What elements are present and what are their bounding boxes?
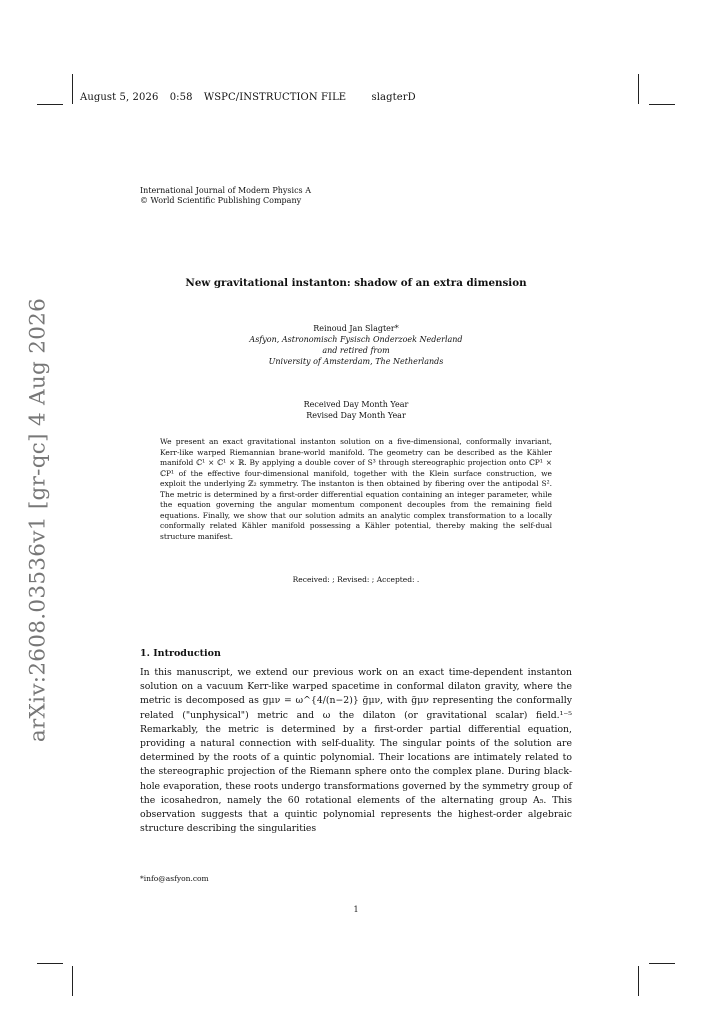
section-heading: 1. Introduction (140, 648, 221, 659)
crop-mark-top-right-h (649, 104, 675, 105)
paper-title: New gravitational instanton: shadow of an extra dimension (185, 277, 527, 289)
running-head-file: WSPC/INSTRUCTION FILE (203, 92, 347, 103)
author-affiliation-1: Asfyon, Astronomisch Fysisch Onderzoek Nederland (249, 335, 463, 344)
crop-mark-top-left-v (72, 74, 73, 104)
abstract-dates: Received: ; Revised: ; Accepted: . (292, 575, 420, 584)
crop-mark-bottom-right-h (649, 963, 675, 964)
crop-mark-bottom-left-h (37, 963, 63, 964)
section-body: In this manuscript, we extend our previous work on an exact time-dependent instanton solution on a vacuum Kerr-like warped spacetime in conformal dilaton gravity, where the metric is decomposed as gμν = ω^{4/(n−2)} g̃μν, with g̃μν representing the conformally related ("unphysical") metric and ω the dilaton (or gravitational scalar) field.¹⁻⁵ Remarkably, the metric is determined by a first-order partial differential equation, providing a natural connection with self-duality. The singular points of the solution are determined by the roots of a quintic polynomial. Their locations are intimately related to the stereographic projection of the Riemann sphere onto the complex plane. During black-hole evaporation, these roots undergo transformations governed by the symmetry group of the icosahedron, namely the 60 rotational elements of the alternating group A₅. This observation suggests that a quintic polynomial represents the highest-order algebraic structure describing the singularities (140, 667, 572, 835)
received-block (0, 399, 712, 421)
received-line: Received Day Month Year (303, 400, 409, 409)
revised-line: Revised Day Month Year (306, 411, 406, 420)
author-block (0, 323, 712, 367)
running-head-date: August 5, 2026 (80, 92, 159, 103)
crop-mark-bottom-left-v (72, 966, 73, 996)
journal-info (140, 186, 311, 206)
running-head (80, 92, 424, 103)
page-number: 1 (353, 905, 359, 914)
author-affiliation-2: and retired from (322, 346, 390, 355)
arxiv-stamp: arXiv:2608.03536v1 [gr-qc] 4 Aug 2026 (25, 297, 51, 743)
journal-copyright: © World Scientific Publishing Company (140, 196, 302, 205)
footnote: *info@asfyon.com (140, 874, 209, 883)
crop-mark-top-left-h (37, 104, 63, 105)
author-affiliation-3: University of Amsterdam, The Netherlands (268, 357, 444, 366)
journal-name: International Journal of Modern Physics A (140, 186, 311, 195)
running-head-time: 0:58 (169, 92, 193, 103)
author-name: Reinoud Jan Slagter* (313, 324, 399, 333)
abstract: We present an exact gravitational instanton solution on a five-dimensional, conformally invariant, Kerr-like warped Riemannian brane-world manifold. The geometry can be described as the Kähler manifold ℂ¹ × ℂ¹ × ℝ. By applying a double cover of S³ through stereographic projection onto ℂP¹ × ℂP¹ of the effective four-dimensional manifold, together with the Klein surface construction, we exploit the underlying ℤ₂ symmetry. The instanton is then obtained by fibering over the antipodal S². The metric is determined by a first-order differential equation containing an integer parameter, while the equation governing the angular momentum component decouples from the remaining field equations. Finally, we show that our solution admits an analytic complex transformation to a locally conformally related Kähler manifold possessing a Kähler potential, thereby making the self-dual structure manifest. (160, 437, 552, 541)
crop-mark-bottom-right-v (638, 966, 639, 996)
crop-mark-top-right-v (638, 74, 639, 104)
running-head-name: slagterD (371, 92, 416, 103)
